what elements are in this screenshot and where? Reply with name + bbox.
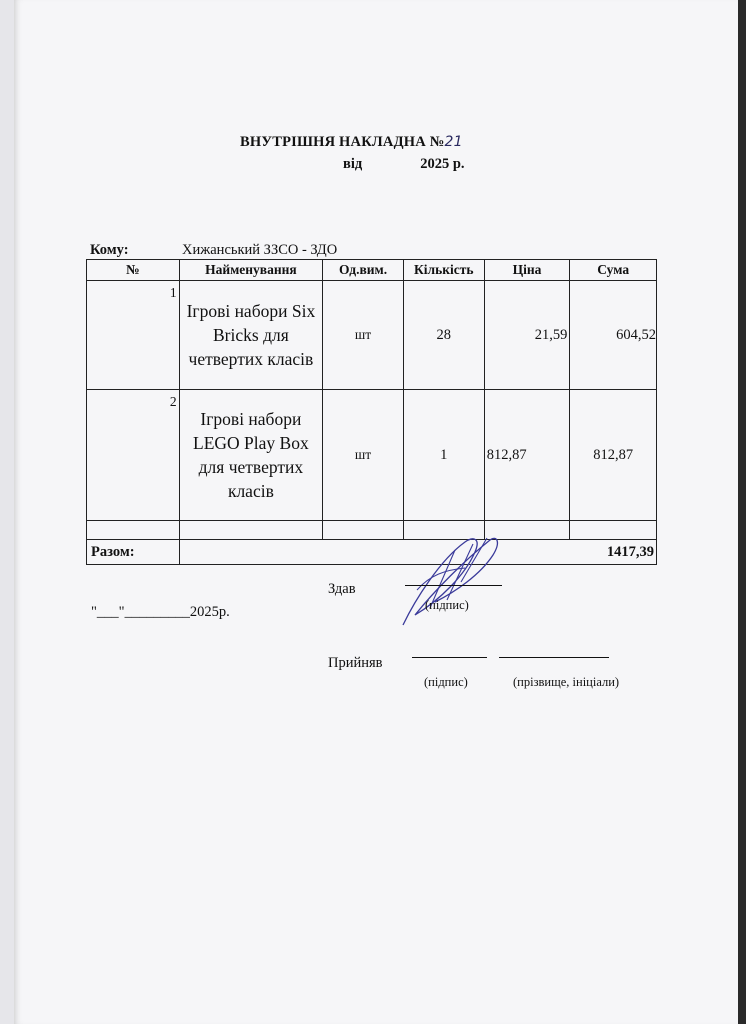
received-label: Прийняв <box>328 655 383 671</box>
table-row <box>87 390 657 521</box>
total-value: 1417,39 <box>179 540 656 565</box>
bottom-date: "___"_________2025р. <box>91 604 230 620</box>
row-sum: 604,52 <box>570 281 657 390</box>
row-number: 2 <box>87 390 180 521</box>
received-signature-line <box>412 657 487 658</box>
gave-label: Здав <box>328 581 356 597</box>
row-sum: 812,87 <box>570 390 657 521</box>
header-sum: Сума <box>570 260 657 281</box>
recipient-line <box>90 242 337 259</box>
header-unit: Од.вим. <box>323 260 404 281</box>
gave-signature-line <box>405 585 502 586</box>
title-text: ВНУТРІШНЯ НАКЛАДНА № <box>240 134 445 150</box>
document-title <box>240 134 463 151</box>
header-price: Ціна <box>484 260 570 281</box>
row-name: Ігрові набори LEGO Play Box для четвертих класів <box>179 390 323 521</box>
scan-left-edge <box>0 0 14 1024</box>
row-price: 812,87 <box>484 390 570 521</box>
received-signature-hint: (підпис) <box>424 675 468 689</box>
row-quantity: 28 <box>403 281 484 390</box>
table-row <box>87 281 657 390</box>
recipient-label: Кому: <box>90 242 129 258</box>
row-unit: шт <box>323 281 404 390</box>
gave-signature-hint: (підпис) <box>425 598 469 612</box>
row-unit: шт <box>323 390 404 521</box>
total-label: Разом: <box>87 540 180 565</box>
date-line <box>343 156 465 173</box>
table-total-row <box>87 540 657 565</box>
invoice-table <box>86 259 657 565</box>
received-name-hint: (прізвище, ініціали) <box>513 675 620 689</box>
row-name: Ігрові набори Six Bricks для четвертих класів <box>179 281 323 390</box>
date-year: 2025 р. <box>420 156 465 172</box>
table-empty-row <box>87 521 657 540</box>
recipient-value: Хижанський ЗЗСО - ЗДО <box>182 242 338 258</box>
row-number: 1 <box>87 281 180 390</box>
header-name: Найменування <box>179 260 323 281</box>
invoice-number-handwritten: 21 <box>444 134 463 150</box>
row-quantity: 1 <box>403 390 484 521</box>
received-name-line <box>499 657 609 658</box>
row-price: 21,59 <box>484 281 570 390</box>
date-prefix: від <box>343 156 363 172</box>
header-quantity: Кількість <box>403 260 484 281</box>
table-header-row <box>87 260 657 281</box>
scan-right-edge <box>738 0 746 1024</box>
handwritten-signature <box>395 530 510 635</box>
header-number: № <box>87 260 180 281</box>
